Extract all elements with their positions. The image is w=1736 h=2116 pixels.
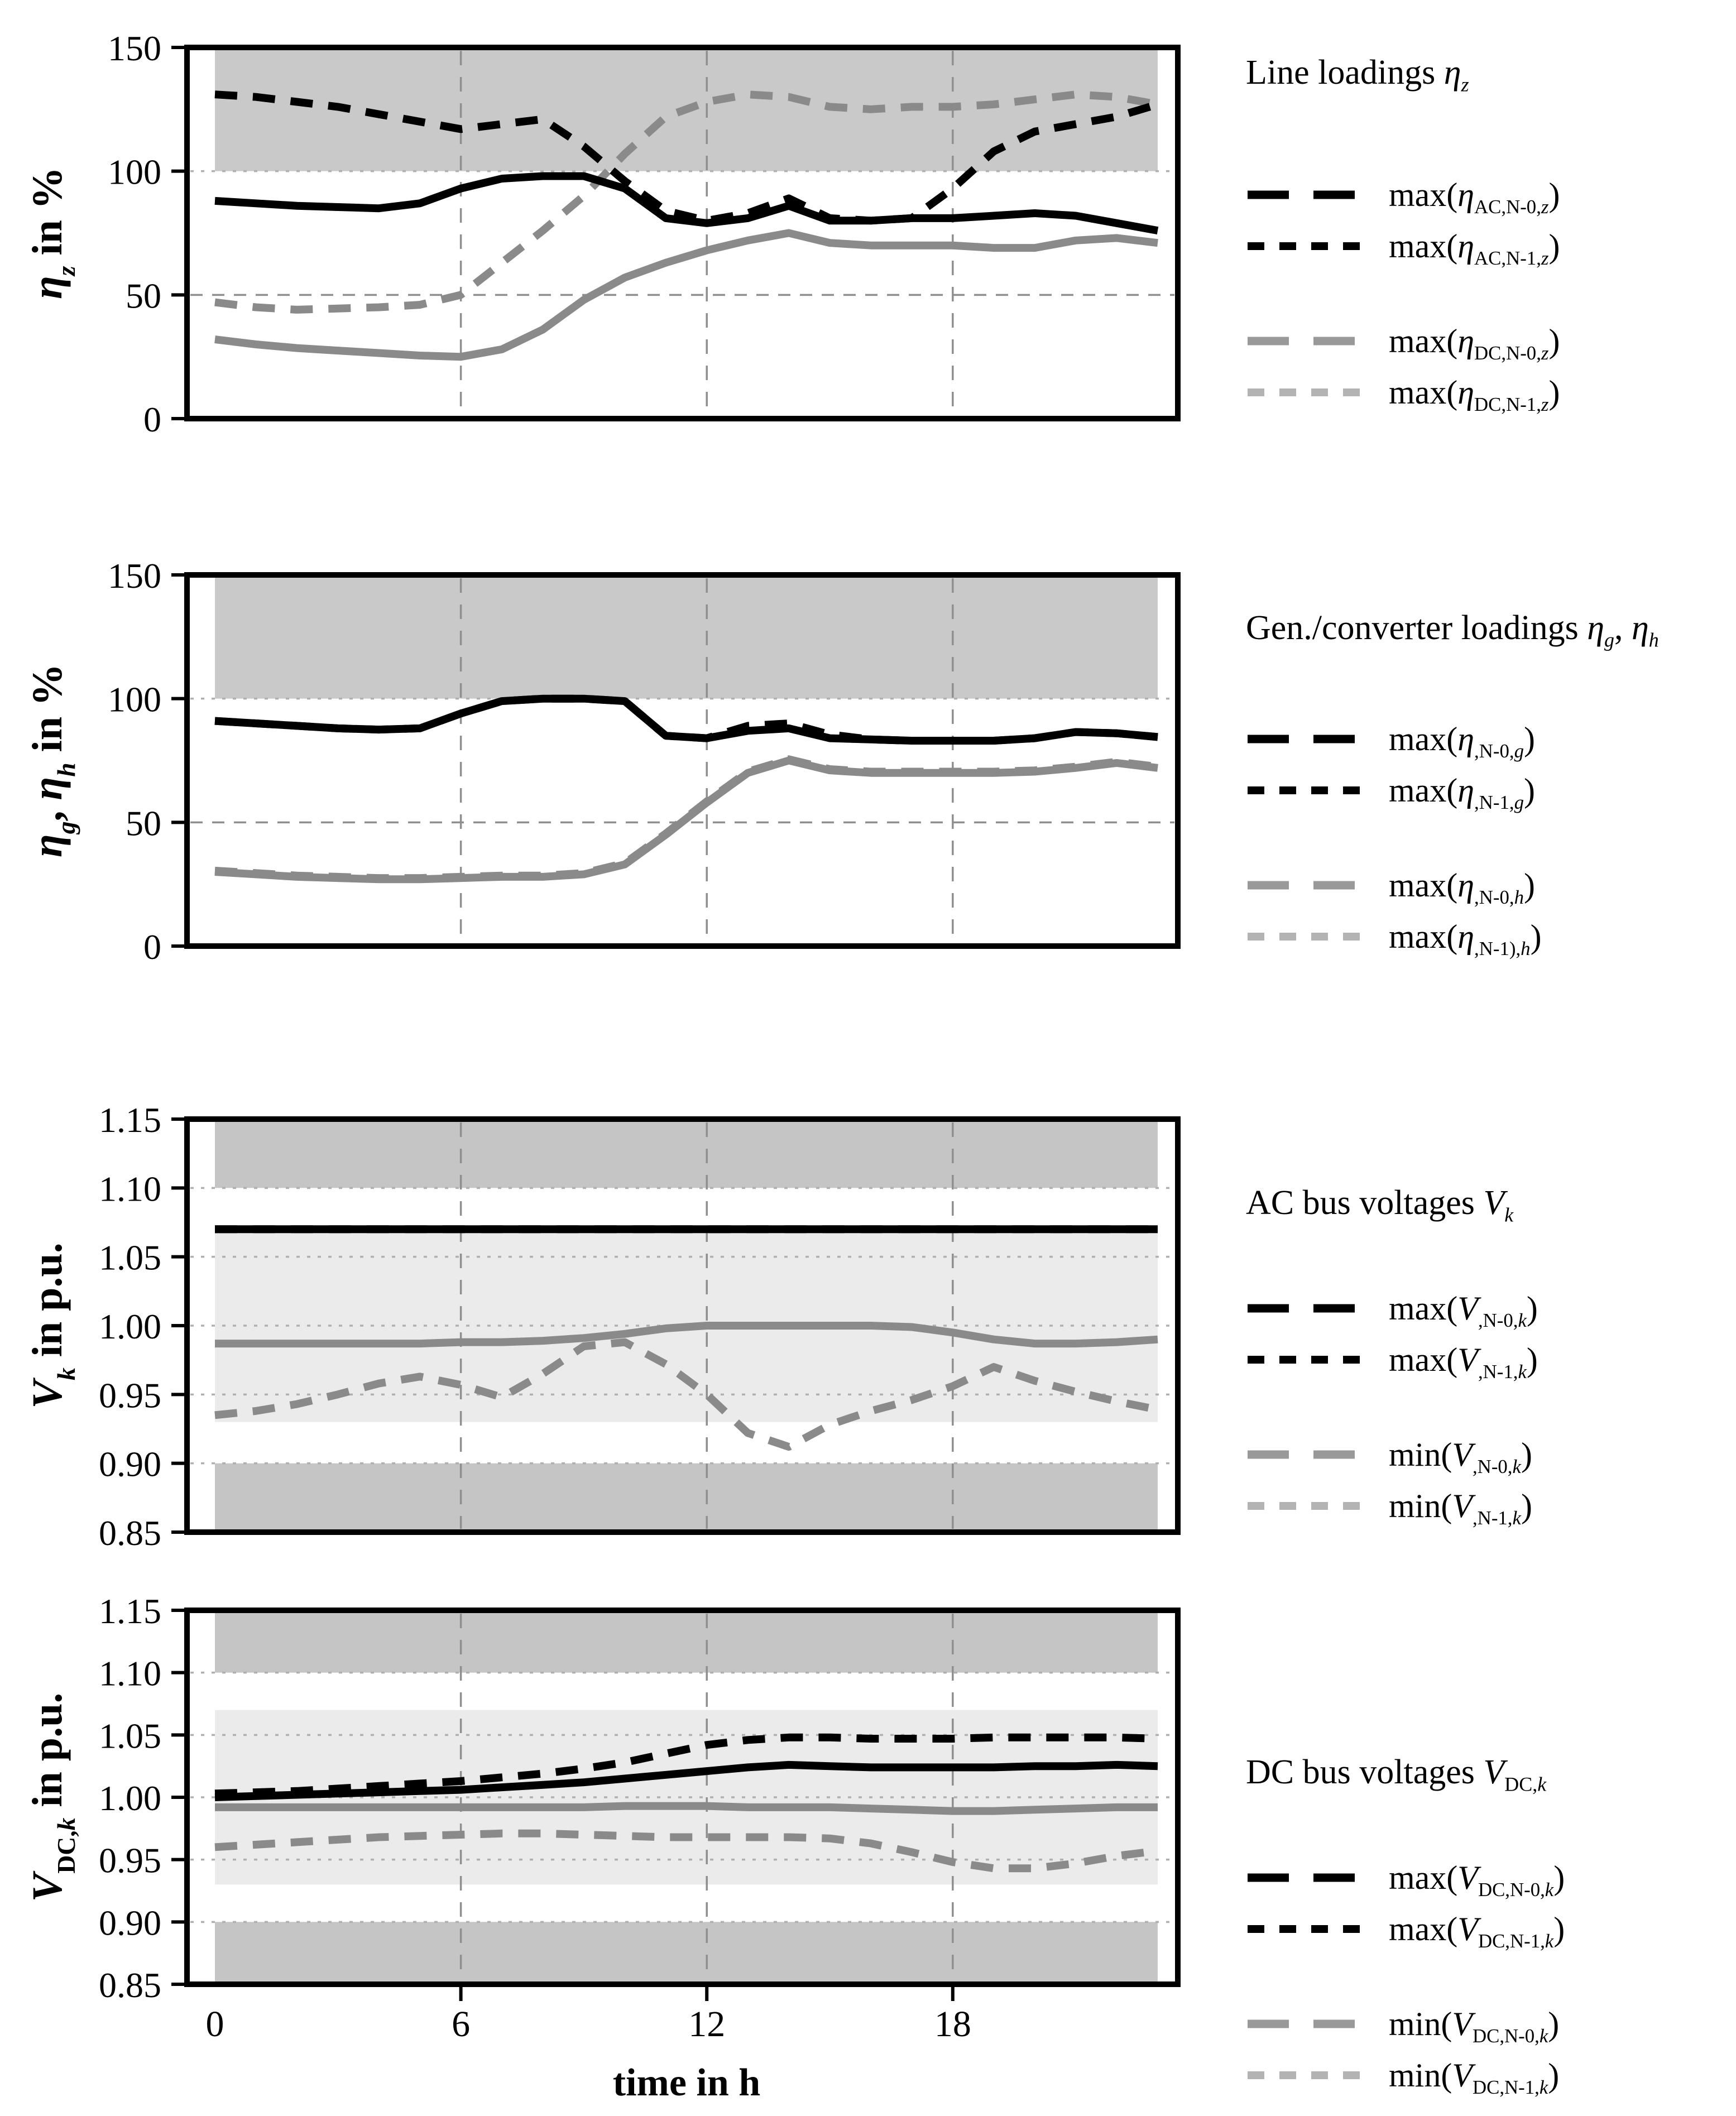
legend-item-min-VDC-N0-k xyxy=(1246,2002,1559,2046)
legend-item-max-eta-N1-h xyxy=(1246,915,1542,958)
y-tick-label: 150 xyxy=(108,28,161,68)
legend-sample-min-V-N0-k xyxy=(1246,1448,1366,1461)
series-max-eta-N0-h xyxy=(215,761,1158,880)
limit-band xyxy=(215,1119,1158,1188)
legend-sample-max-eta-N1-h xyxy=(1246,930,1366,943)
y-tick-label: 100 xyxy=(108,152,161,192)
y-tick-label: 1.15 xyxy=(99,1591,161,1631)
legend-item-max-V-N0-k xyxy=(1246,1287,1538,1330)
y-axis-title: $\eta_g$, $\eta_h$ in % xyxy=(24,664,80,857)
y-tick-label: 50 xyxy=(126,803,161,843)
legend-item-max-eta-AC-N1-z xyxy=(1246,224,1560,268)
y-tick-label: 0.85 xyxy=(99,1965,161,2005)
y-tick-label: 0.90 xyxy=(99,1903,161,1943)
x-tick-label: 18 xyxy=(934,2004,971,2045)
legend-sample-max-eta-N1-g xyxy=(1246,784,1366,797)
legend-sample-max-eta-AC-N0-z xyxy=(1246,188,1366,201)
y-tick-label: 1.05 xyxy=(99,1716,161,1756)
legend-label: $\max(\eta_{,N-0,h})$ xyxy=(1389,866,1535,908)
y-axis-title: $V_{DC,}k$ in p.u. xyxy=(24,1692,80,1902)
y-tick-label: 1.10 xyxy=(99,1653,161,1693)
legend-sample-max-eta-N0-h xyxy=(1246,879,1366,892)
legend-label: $\max(\eta_{,N-0,g})$ xyxy=(1389,720,1535,762)
limit-band xyxy=(215,1922,1158,1984)
legend-sample-max-eta-N0-g xyxy=(1246,732,1366,746)
legend-sample-min-VDC-N0-k xyxy=(1246,2017,1366,2031)
legend-sample-max-eta-DC-N1-z xyxy=(1246,386,1366,399)
y-tick-label: 0.90 xyxy=(99,1444,161,1484)
legend-sample-min-V-N1-k xyxy=(1246,1499,1366,1513)
legend-label: $\min(V_{DC,N-1,k})$ xyxy=(1389,2056,1560,2098)
legend-label: $\min(V_{,N-0,k})$ xyxy=(1389,1436,1532,1477)
legend-label: $\max(\eta_{DC,N-1,z})$ xyxy=(1389,373,1560,415)
legend-label: $\max(V_{,N-1,k})$ xyxy=(1389,1341,1538,1383)
y-tick-label: 0 xyxy=(143,927,161,967)
series-max-eta-DC-N0-z xyxy=(215,233,1158,357)
legend-label: $\max(V_{DC,N-1,k})$ xyxy=(1389,1910,1565,1952)
y-tick-label: 1.15 xyxy=(99,1100,161,1140)
y-tick-label: 0.95 xyxy=(99,1375,161,1416)
y-tick-label: 50 xyxy=(126,276,161,316)
legend-sample-max-eta-AC-N1-z xyxy=(1246,239,1366,253)
legend-item-max-VDC-N0-k xyxy=(1246,1856,1565,1899)
y-tick-label: 100 xyxy=(108,679,161,719)
legend-item-min-VDC-N1-k xyxy=(1246,2053,1559,2097)
y-tick-label: 1.05 xyxy=(99,1237,161,1278)
y-axis-title: $V_k$ in p.u. xyxy=(24,1242,80,1409)
legend-label: $\min(V_{,N-1,k})$ xyxy=(1389,1487,1532,1529)
x-tick-label: 6 xyxy=(452,2004,471,2045)
legend-label: $\max(\eta_{AC,N-0,z})$ xyxy=(1389,176,1560,218)
legend-sample-min-VDC-N1-k xyxy=(1246,2069,1366,2082)
limit-band xyxy=(215,575,1158,699)
ac-bus-voltages-plot xyxy=(24,1100,1178,1553)
x-tick-label: 12 xyxy=(688,2004,726,2045)
legend-label: $\max(V_{DC,N-0,k})$ xyxy=(1389,1859,1565,1901)
legend-title-dc-bus-voltages: DC bus voltages $V_{DC,k}$ xyxy=(1246,1753,1547,1796)
legend-label: $\min(V_{DC,N-0,k})$ xyxy=(1389,2005,1560,2047)
legend-item-max-VDC-N1-k xyxy=(1246,1907,1565,1951)
legend-label: $\max(\eta_{DC,N-0,z})$ xyxy=(1389,322,1560,364)
legend-sample-max-VDC-N0-k xyxy=(1246,1871,1366,1884)
y-tick-label: 0.95 xyxy=(99,1840,161,1880)
legend-item-min-V-N0-k xyxy=(1246,1433,1532,1476)
gen-converter-loadings-plot xyxy=(24,556,1178,967)
y-tick-label: 1.00 xyxy=(99,1778,161,1818)
legend-item-max-eta-DC-N0-z xyxy=(1246,319,1560,363)
legend-item-max-eta-N1-g xyxy=(1246,769,1535,812)
legend-sample-max-VDC-N1-k xyxy=(1246,1922,1366,1936)
legend-item-min-V-N1-k xyxy=(1246,1484,1532,1528)
legend-sample-max-eta-DC-N0-z xyxy=(1246,334,1366,348)
legend-sample-max-V-N0-k xyxy=(1246,1302,1366,1315)
y-tick-label: 0 xyxy=(143,400,161,439)
dc-bus-voltages-plot xyxy=(24,1591,1178,2005)
legend-title-ac-bus-voltages: AC bus voltages $V_k$ xyxy=(1246,1184,1514,1226)
legend-label: $\max(\eta_{,N-1),h})$ xyxy=(1389,918,1542,959)
legend-item-max-eta-N0-h xyxy=(1246,863,1535,907)
legend-item-max-eta-N0-g xyxy=(1246,717,1535,761)
x-axis-label: time in h xyxy=(612,2061,761,2104)
limit-band xyxy=(215,1464,1158,1532)
legend-title-line-loadings: Line loadings $\eta_z$ xyxy=(1246,54,1469,96)
x-tick-label: 0 xyxy=(205,2004,224,2045)
line-loadings-plot xyxy=(24,28,1178,439)
x-axis xyxy=(206,1984,971,2045)
y-axis-title: $\eta_z$ in % xyxy=(24,167,80,299)
y-tick-label: 0.85 xyxy=(99,1513,161,1553)
limit-band xyxy=(215,1610,1158,1673)
series-max-eta-N0-g xyxy=(215,699,1158,741)
legend-item-max-V-N1-k xyxy=(1246,1338,1538,1381)
y-tick-label: 1.00 xyxy=(99,1307,161,1346)
legend-label: $\max(\eta_{,N-1,g})$ xyxy=(1389,771,1535,813)
legend-label: $\max(V_{,N-0,k})$ xyxy=(1389,1289,1538,1331)
legend-title-gen-converter-loadings: Gen./converter loadings $\eta_g$, $\eta_h$ xyxy=(1246,609,1659,651)
legend-item-max-eta-DC-N1-z xyxy=(1246,371,1560,414)
legend-item-max-eta-AC-N0-z xyxy=(1246,173,1560,217)
y-tick-label: 150 xyxy=(108,556,161,596)
legend-sample-max-V-N1-k xyxy=(1246,1353,1366,1366)
series-max-eta-AC-N0-z xyxy=(215,176,1158,231)
legend-label: $\max(\eta_{AC,N-1,z})$ xyxy=(1389,227,1560,269)
y-tick-label: 1.10 xyxy=(99,1169,161,1209)
